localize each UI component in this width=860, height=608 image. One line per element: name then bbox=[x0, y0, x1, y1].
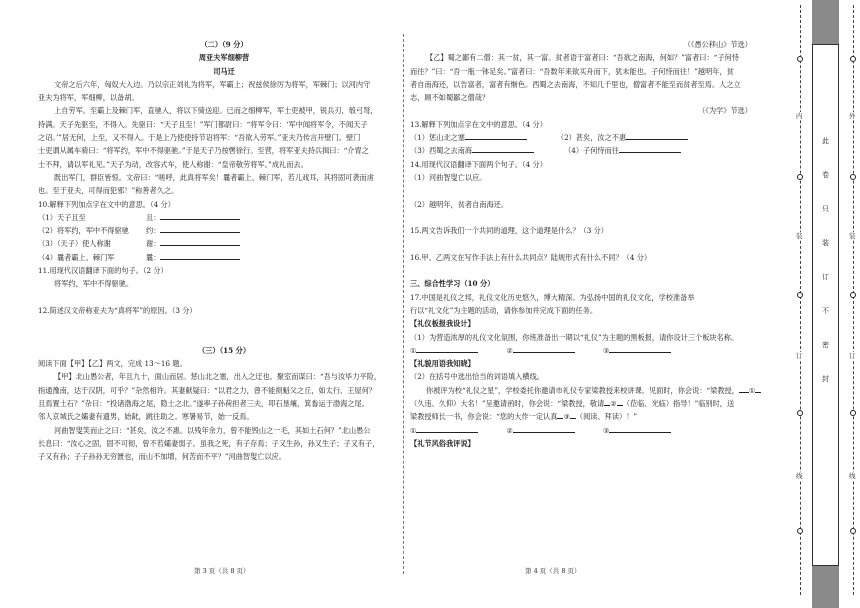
binding-hole bbox=[850, 174, 856, 180]
passage-line: 也。至于亚夫，可得而犯邪！”称善者久之。 bbox=[38, 186, 179, 196]
task-box-2: 【礼貌用语我知晓】 bbox=[410, 359, 475, 369]
passage-line: 【甲】北山愚公者，年且九十，面山而居。惩山北之塞，出入之迂也。聚室而谋曰：“吾与汝毕力平险， bbox=[54, 372, 382, 382]
binding-hole bbox=[797, 56, 803, 62]
reading-instruction: 阅读下面【甲】【乙】两文，完成 13～16 题。 bbox=[38, 359, 187, 369]
question-14: 14.用现代汉语翻译下面两个句子。（4 分） bbox=[410, 159, 547, 169]
task-1-answers: ① ② ③ bbox=[410, 344, 782, 357]
answer-blank[interactable] bbox=[160, 211, 240, 220]
task-2-answers: ① ② ③ bbox=[410, 424, 782, 437]
passage-line: 士不拜，请以军礼见。”天子为动，改容式车，使人称谢：“皇帝敬劳将军。”成礼而去。 bbox=[38, 159, 308, 169]
binding-hole bbox=[850, 292, 856, 298]
inner-label: 线 bbox=[796, 472, 803, 480]
task-box-1: 【礼仪板报我设计】 bbox=[410, 319, 475, 329]
binding-hole bbox=[850, 528, 856, 534]
binding-note-char: 订 bbox=[822, 273, 829, 281]
question-10: 10.解释下列加点字在文中的意思。（4 分） bbox=[38, 199, 175, 209]
source-note: （《为学》节选） bbox=[698, 106, 752, 116]
inner-binding-line bbox=[800, 5, 801, 595]
answer-blank[interactable] bbox=[416, 424, 478, 433]
answer-blank[interactable] bbox=[626, 131, 688, 140]
passage-line: 邻人京城氏之孀妻有遗男，始龀，跳往助之。寒暑易节，始一反焉。 bbox=[38, 412, 254, 422]
binding-hole bbox=[797, 410, 803, 416]
source-note: （《愚公移山》节选） bbox=[683, 40, 752, 49]
section-comprehensive: 三、综合性学习（10 分） bbox=[410, 279, 495, 289]
passage-line: 河曲智叟笑而止之曰：“甚矣，汝之不惠。以残年余力，曾不能毁山之一毛，其如土石何？”北山愚公 bbox=[54, 425, 371, 435]
q10-item-2: （2）将军约，军中不得驱驰 约： bbox=[38, 224, 410, 237]
passage-line: 而往？”曰：“吾一瓶一钵足矣。”富者曰：“吾数年来欲买舟而下，犹未能也。子何恃而往！”越明年，贫 bbox=[410, 66, 734, 76]
passage-line: 亚夫为将军，军细柳，以备胡。 bbox=[38, 93, 139, 103]
outer-label: 装 bbox=[849, 232, 856, 240]
answer-blank[interactable] bbox=[513, 344, 575, 353]
binding-hole bbox=[850, 410, 856, 416]
q11-sentence: 将军约，军中不得驱驰。 bbox=[54, 279, 134, 289]
section-heading: （二）（9 分） bbox=[200, 40, 248, 49]
column-divider bbox=[403, 34, 404, 574]
binding-note-box bbox=[812, 44, 839, 566]
binding-hole bbox=[797, 528, 803, 534]
binding-note-char: 封 bbox=[822, 375, 829, 383]
passage-line: 上自劳军。至霸上及棘门军，直驰入，将以下骑送迎。已而之细柳军，军士吏被甲，锐兵刃，彀弓弩， bbox=[54, 106, 378, 116]
passage-line: 长息曰：“汝心之固，固不可彻，曾不若孀妻弱子。虽我之死，有子存焉；子又生孙，孙又生子；子又有子， bbox=[38, 438, 380, 448]
binding-note-char: 密 bbox=[822, 341, 829, 349]
passage-author: 司马迁 bbox=[213, 66, 235, 76]
answer-blank[interactable] bbox=[609, 424, 671, 433]
task-2: （2）在括号中选出恰当的词语填入横线。 bbox=[410, 372, 544, 382]
passage-line: 指通豫南，达于汉阴，可乎？”杂然相许。其妻献疑曰：“以君之力，曾不能损魁父之丘，如太行、王屋何？ bbox=[38, 385, 376, 395]
q14-sentence-2: （2）越明年，贫者自南海还。 bbox=[410, 199, 509, 209]
passage-line: 持满。天子先驱至，不得入。先驱曰：“天子且至！”军门都尉曰：“将军令曰：‘军中闻将军令，不闻天子 bbox=[38, 119, 368, 129]
answer-blank[interactable] bbox=[619, 144, 681, 153]
answer-blank[interactable] bbox=[160, 237, 240, 246]
q10-item-3: （3）（天子）使人称谢 谢： bbox=[38, 237, 410, 250]
binding-bar-bottom bbox=[812, 566, 839, 608]
passage-line: 志，顾不如蜀鄙之僧哉？ bbox=[410, 93, 490, 103]
answer-blank[interactable] bbox=[755, 384, 761, 393]
binding-note-char: 装 bbox=[822, 239, 829, 247]
left-column bbox=[38, 38, 410, 464]
outer-label: 线 bbox=[849, 472, 856, 480]
passage-line: 之诏。’”居无何，上至，又不得入。于是上乃使使持节诏将军：“吾欲入劳军。”亚夫乃传言开壁门。壁门 bbox=[38, 133, 361, 143]
answer-blank[interactable] bbox=[416, 344, 478, 353]
question-17: 行以“礼文化”为主题的活动，请你参加并完成下面的任务。 bbox=[410, 305, 598, 315]
inner-label: 订 bbox=[796, 352, 803, 360]
passage-line: 子又有孙；子子孙孙无穷匮也，而山不加增，何苦而不平？”河曲智叟亡以应。 bbox=[38, 452, 287, 462]
binding-note-char: 此 bbox=[822, 137, 829, 145]
task-box-3: 【礼节风俗我评说】 bbox=[410, 438, 475, 448]
binding-bar-top bbox=[812, 0, 839, 44]
passage-line: 文帝之后六年，匈奴大入边。乃以宗正刘礼为将军，军霸上；祝兹侯徐厉为将军，军棘门；以河内守 bbox=[54, 79, 371, 89]
passage-title: 周亚夫军细柳营 bbox=[198, 53, 250, 63]
passage-line: 者自南海还，以告富者，富者有惭色。西蜀之去南海，不知几千里也，僧富者不能至而贫者至焉。人之立 bbox=[410, 79, 741, 89]
passage-line: 【乙】蜀之鄙有二僧：其一贫，其一富。贫者语于富者曰：“吾欲之南海，何如？”富者曰：“子何恃 bbox=[426, 53, 739, 63]
outer-label: 外 bbox=[849, 112, 856, 120]
answer-blank[interactable] bbox=[739, 384, 749, 393]
inner-label: 内 bbox=[796, 112, 803, 120]
binding-note-char: 只 bbox=[822, 205, 829, 213]
task-2-text: （久违、久仰）大名！”呈邀请函时，你会说：“梁教授，敬请 ② （莅临、光临）指导！”临别时，送 bbox=[410, 399, 735, 409]
section-3-heading: （三）（15 分） bbox=[197, 345, 251, 355]
page-number-right: 第 4 页（共 8 页） bbox=[525, 567, 581, 575]
binding-hole bbox=[850, 56, 856, 62]
task-2-text: 你被评为校“礼仪之星”，学校委托你邀请市礼仪专家梁教授来校讲课。见面时，你会说：“梁教授， ① bbox=[410, 384, 782, 397]
q13-row-1: （1）惩山北之塞 （2）甚矣，汝之不惠 bbox=[410, 131, 782, 144]
binding-note-char: 不 bbox=[822, 307, 829, 315]
right-column bbox=[410, 38, 782, 450]
q13-row-2: （3）西蜀之去南海 （4）子何恃而往 bbox=[410, 144, 782, 157]
answer-blank[interactable] bbox=[160, 251, 240, 260]
answer-blank[interactable] bbox=[465, 131, 527, 140]
question-15: 15.两文告诉我们一个共同的道理，这个道理是什么？（3 分） bbox=[410, 226, 608, 236]
outer-label: 订 bbox=[849, 352, 856, 360]
q10-item-4: （4）曩者霸上、棘门军 曩： bbox=[38, 251, 410, 264]
passage-line: 士吏谓从属车骑曰：“将军约，军中不得驱驰。”于是天子乃按辔徐行。至营，将军亚夫持兵揖曰：“介胄之 bbox=[38, 146, 369, 156]
passage-line: 且焉置土石？”杂曰：“投诸渤海之尾，隐土之北。”遂率子孙荷担者三夫，叩石垦壤，箕畚运于渤海之尾。 bbox=[38, 399, 369, 409]
question-17: 17.中国是礼仪之邦，礼仪文化历史悠久，博大精深。为弘扬中国的礼仪文化，学校准备举 bbox=[410, 292, 695, 302]
answer-blank[interactable] bbox=[160, 224, 240, 233]
binding-note-char: 卷 bbox=[822, 171, 829, 179]
passage-line: 既出军门，群臣皆惊。文帝曰：“嗟呼，此真将军矣！曩者霸上、棘门军，若儿戏耳，其将固可袭而虏 bbox=[54, 172, 374, 182]
answer-blank[interactable] bbox=[609, 344, 671, 353]
task-2-text: 梁教授师长一书，你会说：“您的大作一定认真 ③ （阅读、拜读）！” bbox=[410, 412, 638, 422]
outer-binding-line bbox=[853, 5, 854, 595]
question-11: 11.用现代汉语翻译下面的句子。（2 分） bbox=[38, 266, 168, 276]
inner-label: 装 bbox=[796, 232, 803, 240]
question-16: 16.甲、乙两文在写作手法上有什么共同点？陆规形式有什么不同？（4 分） bbox=[410, 252, 652, 262]
binding-hole bbox=[797, 174, 803, 180]
binding-hole bbox=[797, 292, 803, 298]
page-number-left: 第 3 页（共 8 页） bbox=[194, 567, 250, 575]
question-12: 12.简述汉文帝称亚夫为“真将军”的原因。（3 分） bbox=[38, 305, 197, 315]
q10-item-1: （1）天子且至 且： bbox=[38, 211, 410, 224]
q14-sentence-1: （1）河曲智叟亡以应。 bbox=[410, 172, 487, 182]
task-1: （1）为营造浓厚的礼仪文化氛围，你班准备出一期以“礼仪”为主题的黑板报，请你设计三个板块名称。 bbox=[410, 332, 739, 342]
question-13: 13.解释下列加点字在文中的意思。（4 分） bbox=[410, 119, 547, 129]
answer-blank[interactable] bbox=[472, 144, 534, 153]
answer-blank[interactable] bbox=[513, 424, 575, 433]
